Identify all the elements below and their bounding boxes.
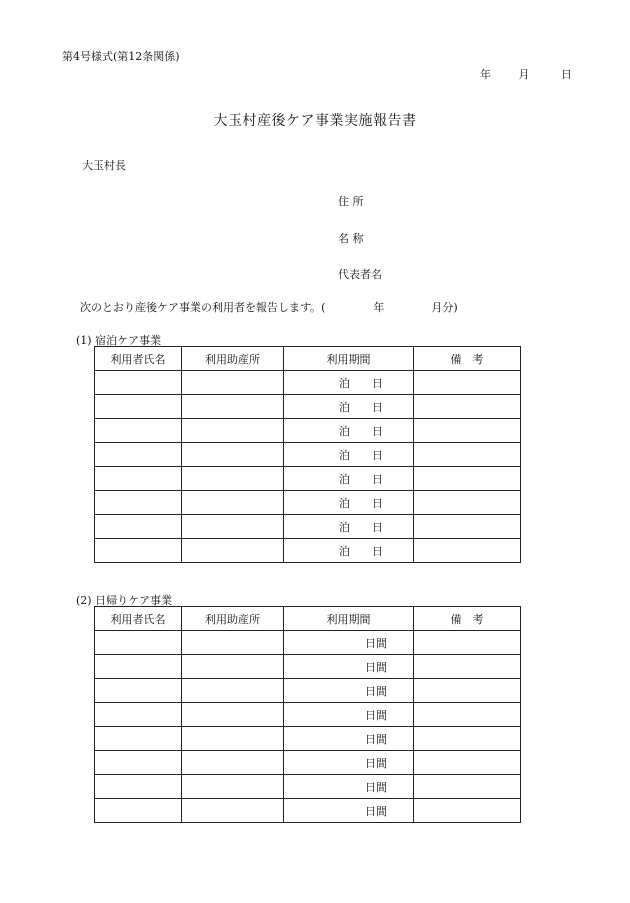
user-name-cell[interactable]	[95, 631, 182, 655]
table-row	[95, 655, 521, 679]
header-user-name: 利用者氏名	[95, 347, 182, 371]
usage-period-cell[interactable]	[284, 727, 414, 751]
table-row	[95, 679, 521, 703]
nights-unit: 泊	[339, 376, 350, 390]
sender-address-label: 住 所	[338, 195, 364, 208]
header-midwife-clinic: 利用助産所	[182, 347, 284, 371]
days-unit: 日	[372, 496, 383, 510]
usage-period-cell[interactable]	[284, 395, 414, 419]
days-unit: 日間	[365, 684, 387, 698]
report-year: 年	[373, 301, 385, 314]
user-name-cell[interactable]	[95, 727, 182, 751]
remarks-cell[interactable]	[414, 679, 521, 703]
midwife-clinic-cell[interactable]	[182, 515, 284, 539]
remarks-cell[interactable]	[414, 419, 521, 443]
nights-unit: 泊	[339, 448, 350, 462]
days-unit: 日	[372, 400, 383, 414]
usage-period-cell[interactable]	[284, 467, 414, 491]
usage-period-cell[interactable]	[284, 371, 414, 395]
usage-period-cell[interactable]	[284, 751, 414, 775]
table-row	[95, 395, 521, 419]
usage-period-cell[interactable]	[284, 679, 414, 703]
midwife-clinic-cell[interactable]	[182, 631, 284, 655]
remarks-cell[interactable]	[414, 799, 521, 823]
table-row	[95, 703, 521, 727]
table-row	[95, 419, 521, 443]
date-year: 年	[480, 68, 491, 81]
user-name-cell[interactable]	[95, 703, 182, 727]
header-user-name: 利用者氏名	[95, 607, 182, 631]
table-row	[95, 443, 521, 467]
nights-unit: 泊	[339, 544, 350, 558]
midwife-clinic-cell[interactable]	[182, 727, 284, 751]
midwife-clinic-cell[interactable]	[182, 491, 284, 515]
nights-unit: 泊	[339, 424, 350, 438]
day-care-table	[94, 606, 521, 823]
report-text: 次のとおり産後ケア事業の利用者を報告します。(	[80, 301, 326, 314]
days-unit: 日	[372, 472, 383, 486]
user-name-cell[interactable]	[95, 467, 182, 491]
usage-period-cell[interactable]	[284, 539, 414, 563]
midwife-clinic-cell[interactable]	[182, 703, 284, 727]
user-name-cell[interactable]	[95, 491, 182, 515]
header-remarks: 備 考	[414, 347, 521, 371]
table-row	[95, 371, 521, 395]
days-unit: 日	[372, 448, 383, 462]
midwife-clinic-cell[interactable]	[182, 443, 284, 467]
usage-period-cell[interactable]	[284, 419, 414, 443]
date-month: 月	[518, 68, 530, 81]
midwife-clinic-cell[interactable]	[182, 467, 284, 491]
form-number: 第4号様式(第12条関係)	[62, 50, 180, 63]
remarks-cell[interactable]	[414, 467, 521, 491]
days-unit: 日間	[365, 636, 387, 650]
usage-period-cell[interactable]	[284, 799, 414, 823]
user-name-cell[interactable]	[95, 395, 182, 419]
user-name-cell[interactable]	[95, 751, 182, 775]
sender-name-label: 名 称	[338, 232, 364, 245]
remarks-cell[interactable]	[414, 395, 521, 419]
remarks-cell[interactable]	[414, 515, 521, 539]
nights-unit: 泊	[339, 472, 350, 486]
table-row	[95, 467, 521, 491]
usage-period-cell[interactable]	[284, 775, 414, 799]
remarks-cell[interactable]	[414, 655, 521, 679]
overnight-care-table	[94, 346, 521, 563]
days-unit: 日間	[365, 708, 387, 722]
usage-period-cell[interactable]	[284, 703, 414, 727]
days-unit: 日間	[365, 732, 387, 746]
days-unit: 日間	[365, 780, 387, 794]
sender-representative-label: 代表者名	[338, 268, 382, 281]
table-row	[95, 631, 521, 655]
user-name-cell[interactable]	[95, 371, 182, 395]
user-name-cell[interactable]	[95, 799, 182, 823]
header-usage-period: 利用期間	[284, 347, 414, 371]
section1-label: (1) 宿泊ケア事業	[76, 334, 162, 347]
remarks-cell[interactable]	[414, 631, 521, 655]
remarks-cell[interactable]	[414, 491, 521, 515]
table-row	[95, 491, 521, 515]
header-remarks: 備 考	[414, 607, 521, 631]
remarks-cell[interactable]	[414, 727, 521, 751]
remarks-cell[interactable]	[414, 751, 521, 775]
days-unit: 日	[372, 520, 383, 534]
midwife-clinic-cell[interactable]	[182, 539, 284, 563]
usage-period-cell[interactable]	[284, 443, 414, 467]
midwife-clinic-cell[interactable]	[182, 751, 284, 775]
midwife-clinic-cell[interactable]	[182, 679, 284, 703]
table-row	[95, 727, 521, 751]
section2-label: (2) 日帰りケア事業	[76, 594, 173, 607]
date-line	[480, 66, 572, 82]
remarks-cell[interactable]	[414, 539, 521, 563]
usage-period-cell[interactable]	[284, 491, 414, 515]
days-unit: 日間	[365, 804, 387, 818]
user-name-cell[interactable]	[95, 443, 182, 467]
user-name-cell[interactable]	[95, 679, 182, 703]
remarks-cell[interactable]	[414, 703, 521, 727]
page-title: 大玉村産後ケア事業実施報告書	[213, 113, 417, 129]
user-name-cell[interactable]	[95, 539, 182, 563]
user-name-cell[interactable]	[95, 419, 182, 443]
remarks-cell[interactable]	[414, 371, 521, 395]
date-day: 日	[561, 68, 572, 81]
user-name-cell[interactable]	[95, 515, 182, 539]
nights-unit: 泊	[339, 496, 350, 510]
user-name-cell[interactable]	[95, 775, 182, 799]
midwife-clinic-cell[interactable]	[182, 799, 284, 823]
table-row	[95, 775, 521, 799]
header-usage-period: 利用期間	[284, 607, 414, 631]
usage-period-cell[interactable]	[284, 515, 414, 539]
user-name-cell[interactable]	[95, 655, 182, 679]
usage-period-cell[interactable]	[284, 655, 414, 679]
days-unit: 日	[372, 544, 383, 558]
nights-unit: 泊	[339, 400, 350, 414]
remarks-cell[interactable]	[414, 443, 521, 467]
header-midwife-clinic: 利用助産所	[182, 607, 284, 631]
addressee: 大玉村長	[82, 159, 126, 172]
table-row	[95, 799, 521, 823]
usage-period-cell[interactable]	[284, 631, 414, 655]
remarks-cell[interactable]	[414, 775, 521, 799]
nights-unit: 泊	[339, 520, 350, 534]
table-row	[95, 751, 521, 775]
midwife-clinic-cell[interactable]	[182, 419, 284, 443]
midwife-clinic-cell[interactable]	[182, 395, 284, 419]
report-month: 月分)	[431, 301, 458, 314]
table-header-row	[95, 347, 521, 371]
table-row	[95, 515, 521, 539]
midwife-clinic-cell[interactable]	[182, 655, 284, 679]
table-row	[95, 539, 521, 563]
report-statement	[80, 299, 458, 315]
days-unit: 日間	[365, 660, 387, 674]
midwife-clinic-cell[interactable]	[182, 371, 284, 395]
days-unit: 日	[372, 376, 383, 390]
days-unit: 日	[372, 424, 383, 438]
days-unit: 日間	[365, 756, 387, 770]
table-header-row	[95, 607, 521, 631]
midwife-clinic-cell[interactable]	[182, 775, 284, 799]
